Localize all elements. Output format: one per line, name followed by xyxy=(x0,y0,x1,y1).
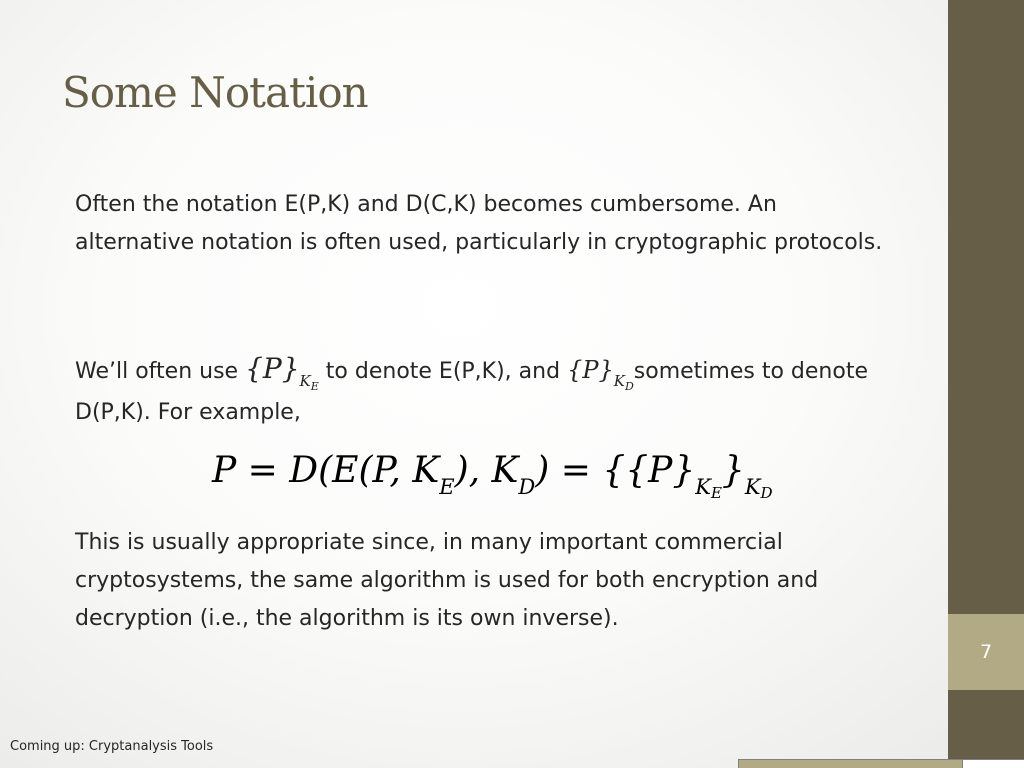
eq-sub-d: D xyxy=(518,475,536,499)
dec-key-sub: D xyxy=(624,380,634,393)
dec-key xyxy=(613,372,634,393)
slide-title: Some Notation xyxy=(62,68,368,117)
eq-key1 xyxy=(695,475,722,502)
enc-braces: {P} xyxy=(245,352,300,385)
paragraph-symmetric-note: This is usually appropriate since, in many important commercial cryptosystems, the same algorithm is used for both encryption and decryption (i.e., the algorithm is its own inverse). xyxy=(75,530,819,631)
eq-close: } xyxy=(721,450,745,491)
eq-sub-e: E xyxy=(439,475,455,499)
enc-key-letter: K xyxy=(299,372,311,390)
usage-text-c: sometimes to denote D(P,K). For example, xyxy=(75,359,868,425)
eq-key2 xyxy=(744,475,773,502)
bottom-bar-end xyxy=(962,759,1024,768)
bottom-bar xyxy=(738,759,962,768)
eq-key2-letter: K xyxy=(744,475,761,499)
example-equation xyxy=(212,450,773,502)
footer-text: Coming up: Cryptanalysis Tools xyxy=(10,739,214,754)
eq-key2-sub: D xyxy=(760,484,773,502)
paragraph-notation-usage xyxy=(75,350,895,432)
page-number xyxy=(948,614,1024,690)
dec-key-letter: K xyxy=(613,372,625,390)
dec-braces: {P} xyxy=(567,356,614,384)
usage-text-a: We’ll often use xyxy=(75,359,239,384)
eq-rhs: ) = {{P} xyxy=(535,450,696,491)
eq-key1-letter: K xyxy=(695,475,711,499)
paragraph-notation-intro: Often the notation E(P,K) and D(C,K) becomes cumbersome. An alternative notation is often used, particularly in cryptographic protocols. xyxy=(75,192,883,255)
usage-text-b: to denote E(P,K), and xyxy=(325,359,561,384)
encryption-notation xyxy=(245,352,319,393)
decryption-notation xyxy=(567,356,634,393)
page-number-label: 7 xyxy=(979,641,993,663)
eq-mid: ), K xyxy=(454,450,519,491)
eq-key1-sub: E xyxy=(710,484,722,502)
enc-key-sub: E xyxy=(310,380,319,393)
enc-key xyxy=(299,372,319,393)
eq-lhs: P = D(E(P, K xyxy=(212,450,440,491)
